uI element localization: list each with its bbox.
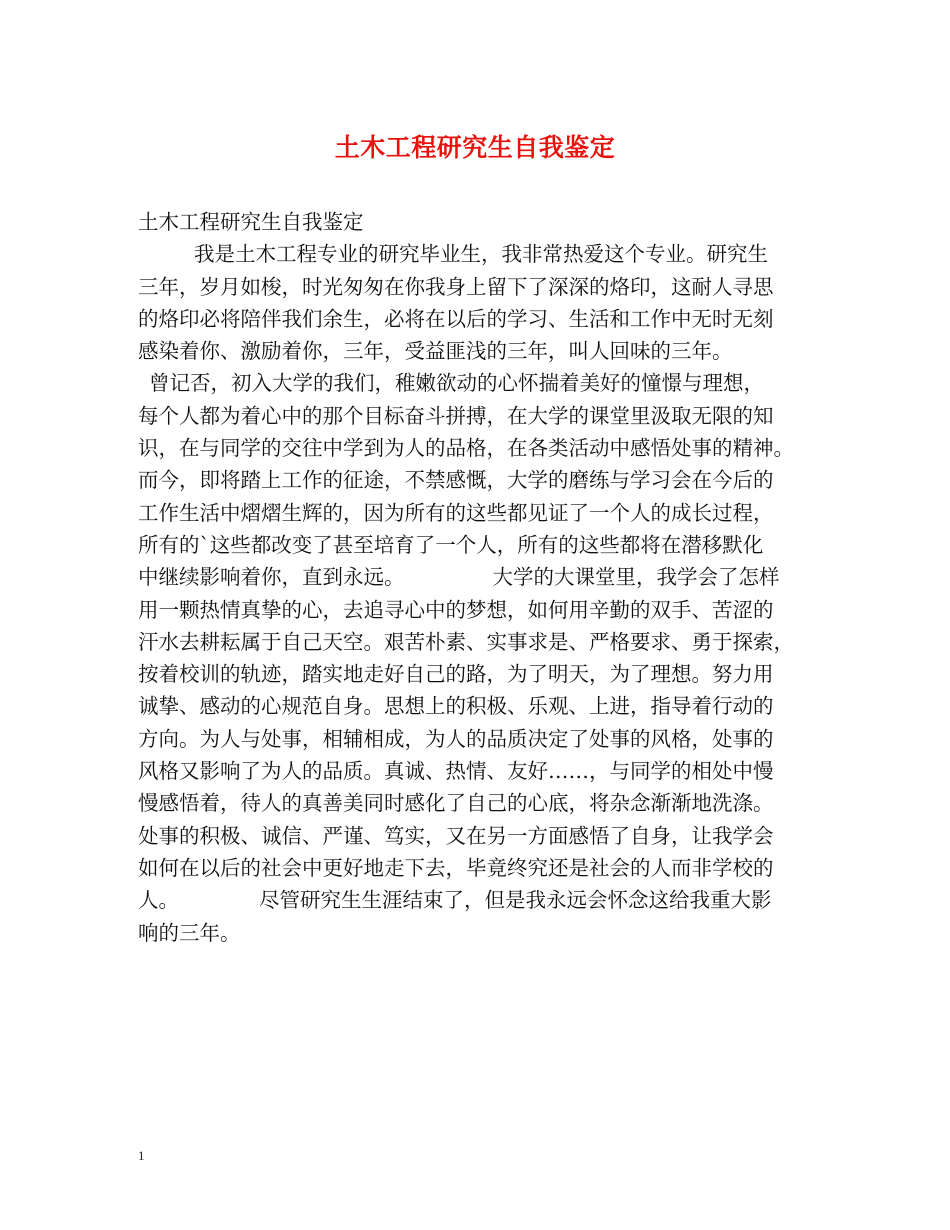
paragraph-line: 慢感悟着，待人的真善美同时感化了自己的心底，将杂念渐渐地洗涤。 [138,791,774,816]
paragraph-line: 诚挚、感动的心规范自身。思想上的积极、乐观、上进，指导着行动的 [138,694,774,719]
subheading-line: 土木工程研究生自我鉴定 [138,210,364,234]
paragraph-line: 识，在与同学的交往中学到为人的品格，在各类活动中感悟处事的精神。 [138,436,794,461]
document-body [138,206,818,949]
paragraph-line: 处事的积极、诚信、严谨、笃实，又在另一方面感悟了自身，让我学会 [138,823,774,848]
page-number: 1 [138,1148,145,1163]
paragraph-line: 的烙印必将陪伴我们余生，必将在以后的学习、生活和工作中无时无刻 [138,306,774,331]
paragraph-line: 工作生活中熠熠生辉的，因为所有的这些都见证了一个人的成长过程， [138,500,774,525]
paragraph-line: 响的三年。 [138,920,241,945]
paragraph-line: 感染着你、激励着你，三年，受益匪浅的三年，叫人回味的三年。 [138,339,733,364]
paragraph-line: 所有的`这些都改变了甚至培育了一个人，所有的这些都将在潜移默化 [138,532,764,557]
paragraph-line: 三年，岁月如梭，时光匆匆在你我身上留下了深深的烙印，这耐人寻思 [138,274,774,299]
paragraph-line: 方向。为人与处事，相辅相成，为人的品质决定了处事的风格，处事的 [138,726,774,751]
paragraph-line [138,884,818,916]
paragraph-line: 每个人都为着心中的那个目标奋斗拼搏，在大学的课堂里汲取无限的知 [138,403,774,428]
paragraph-line: 按着校训的轨迹，踏实地走好自己的路，为了明天，为了理想。努力用 [138,662,774,687]
paragraph-line: 汗水去耕耘属于自己天空。艰苦朴素、实事求是、严格要求、勇于探索， [138,629,794,654]
line-text: 中继续影响着你，直到永远。 [138,565,405,590]
paragraph-line: 用一颗热情真挚的心，去追寻心中的梦想，如何用辛勤的双手、苦涩的 [138,597,774,622]
paragraph-line [138,367,818,399]
line-text: 我是土木工程专业的研究毕业生，我非常热爱这个专业。研究生 [194,242,768,267]
paragraph-line: 风格又影响了为人的品质。真诚、热情、友好……，与同学的相处中慢 [138,759,774,784]
line-text: 尽管研究生生涯结束了，但是我永远会怀念这给我重大影 [259,888,772,913]
line-text: 曾记否，初入大学的我们，稚嫩欲动的心怀揣着美好的憧憬与理想， [149,371,764,396]
paragraph-line: 而今，即将踏上工作的征途，不禁感慨，大学的磨练与学习会在今后的 [138,468,774,493]
paragraph-line [138,238,818,270]
document-title: 土木工程研究生自我鉴定 [334,133,616,162]
paragraph-line: 如何在以后的社会中更好地走下去，毕竟终究还是社会的人而非学校的 [138,855,774,880]
paragraph-line [138,561,818,593]
line-text: 人。 [138,888,179,913]
line-text: 大学的大课堂里，我学会了怎样 [492,565,780,590]
